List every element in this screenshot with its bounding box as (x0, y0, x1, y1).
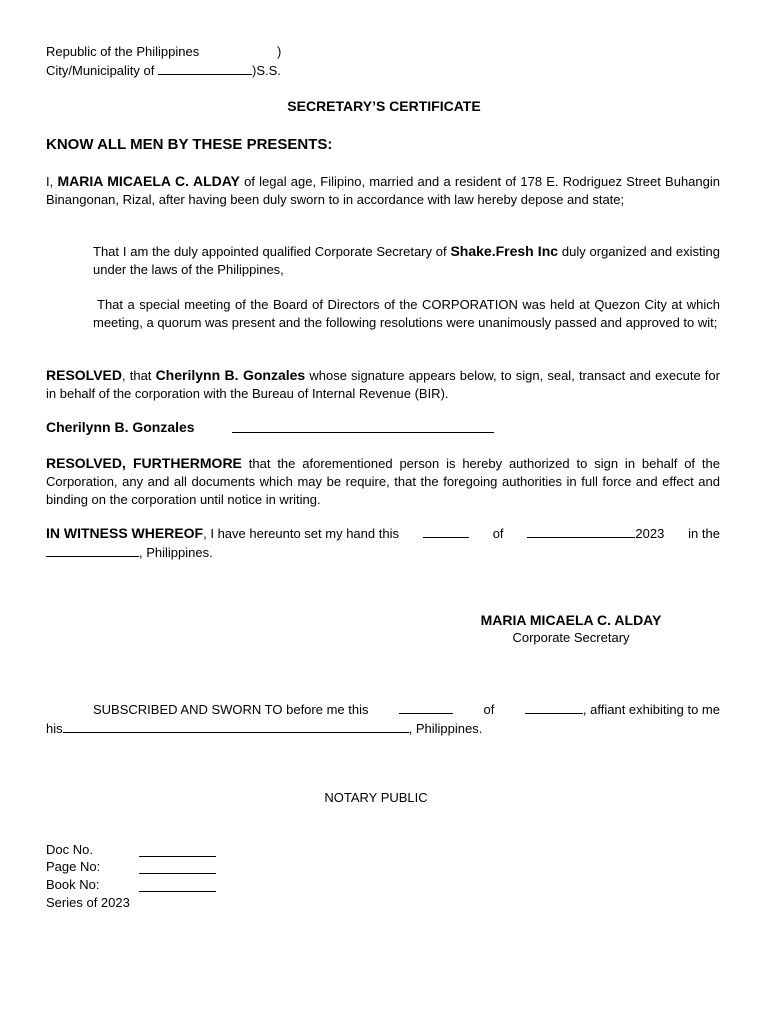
subscribed-id-blank (63, 719, 409, 733)
witness-text-1: , I have hereunto set my hand this (203, 526, 399, 541)
appointed-text-after: duly organized and existing under the laws of the Philippines, (93, 244, 720, 277)
resolved-text-before: , that (121, 368, 152, 383)
page-no-label: Page No: (46, 859, 101, 874)
resolved-text-after: whose signature appears below, to sign, seal, transact and execute for in behalf of the corporation with the Bureau of Internal Revenue (BIR). (46, 368, 720, 401)
witness-paragraph (46, 524, 720, 562)
subscribed-line-2 (46, 719, 720, 738)
city-blank (158, 61, 252, 75)
series-label: Series of 2023 (46, 895, 130, 910)
subscribed-month-blank (525, 700, 583, 714)
subscribed-end: , Philippines. (408, 721, 483, 736)
witness-year: 2023 (635, 526, 665, 541)
signatory-name: Cherilynn B. Gonzales (46, 419, 195, 435)
city-line (46, 61, 281, 80)
resolved-furthermore-text: that the aforementioned person is hereby authorized to sign in behalf of the Corporation, any and all documents which may be require, that the foregoing authorities in full force and effect and binding on the corporation until notice in writing. (46, 456, 720, 507)
resolved-furthermore-paragraph (46, 454, 720, 509)
doc-no-blank (139, 843, 216, 857)
intro-paragraph (46, 172, 720, 209)
witness-day-blank (423, 524, 469, 538)
header-paren: ) (277, 44, 282, 59)
page-no-blank (139, 860, 216, 874)
know-all-heading: KNOW ALL MEN BY THESE PRESENTS: (46, 136, 333, 153)
subscribed-day-blank (399, 700, 453, 714)
appointed-text-before: That I am the duly appointed qualified Corporate Secretary of (93, 244, 447, 259)
republic-text: Republic of the Philippines (46, 44, 200, 59)
affiant-name: MARIA MICAELA C. ALDAY (57, 173, 240, 189)
book-no-label: Book No: (46, 877, 100, 892)
witness-in: in the (688, 526, 720, 541)
resolved-label: RESOLVED (46, 367, 122, 383)
subscribed-text-1: SUBSCRIBED AND SWORN TO before me this (93, 702, 369, 717)
notary-public-label: NOTARY PUBLIC (324, 790, 428, 805)
resolved-person-name: Cherilynn B. Gonzales (155, 367, 306, 383)
appointed-paragraph (93, 242, 720, 279)
document-title: SECRETARY’S CERTIFICATE (287, 98, 481, 114)
subscribed-text-2: , affiant exhibiting to me (582, 702, 720, 717)
resolved-furthermore-label: RESOLVED, FURTHERMORE (46, 455, 242, 471)
subscribed-paragraph (46, 700, 720, 738)
resolved-paragraph (46, 366, 720, 403)
signature-line (232, 432, 494, 433)
ss-text: )S.S. (252, 63, 281, 78)
city-label: City/Municipality of (46, 63, 155, 78)
witness-line-2 (46, 543, 720, 562)
witness-place-blank (46, 543, 139, 557)
witness-end: , Philippines. (139, 545, 213, 560)
secretary-name: MARIA MICAELA C. ALDAY (480, 612, 662, 628)
company-name: Shake.Fresh Inc (450, 243, 559, 259)
meeting-paragraph: That a special meeting of the Board of Directors of the CORPORATION was held at Quezon City at which meeting, a quorum was present and the following resolutions were unanimously passed and approved to wit; (93, 297, 720, 330)
republic-line (46, 43, 199, 61)
secretary-role: Corporate Secretary (512, 630, 630, 645)
witness-month-blank (527, 524, 635, 538)
witness-line-1 (46, 524, 720, 543)
subscribed-his: his (46, 721, 63, 736)
witness-label: IN WITNESS WHEREOF (46, 525, 204, 541)
intro-text: of legal age, Filipino, married and a resident of 178 E. Rodriguez Street Buhangin Binangonan, Rizal, after having been duly sworn to in accordance with law hereby depose and state; (46, 174, 720, 207)
doc-no-label: Doc No. (46, 842, 93, 857)
subscribed-line-1 (93, 700, 720, 719)
witness-of: of (492, 526, 504, 541)
book-no-blank (139, 878, 216, 892)
intro-prefix: I, (46, 174, 54, 189)
subscribed-of: of (483, 702, 495, 717)
